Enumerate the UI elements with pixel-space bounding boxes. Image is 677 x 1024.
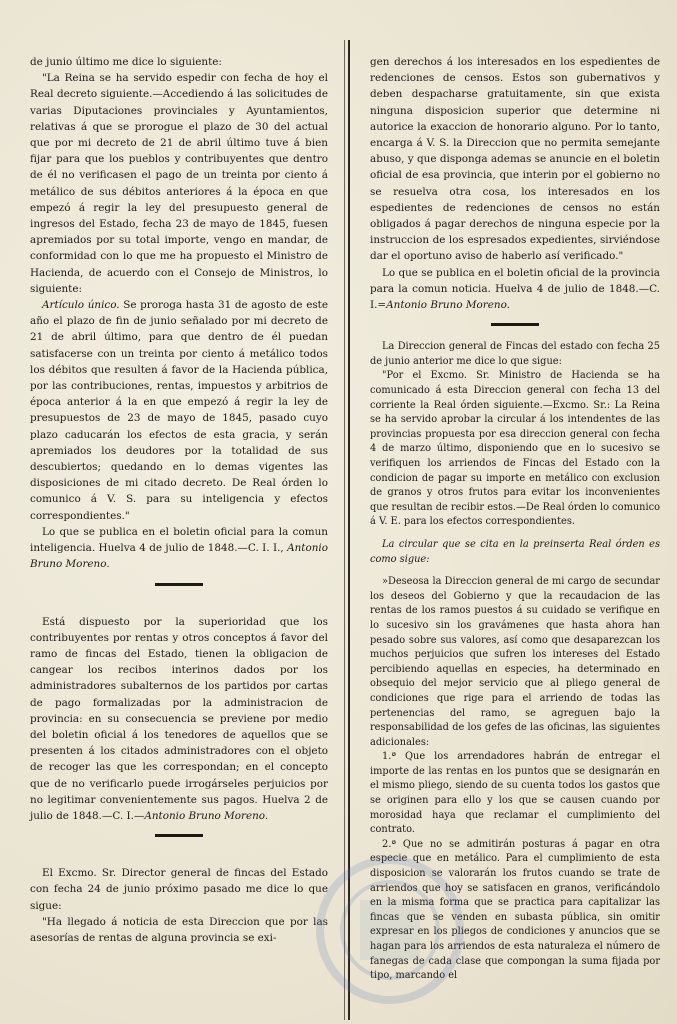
article-body: Se proroga hasta 31 de agosto de este año el plazo de fin de junio señalado por mi decreto de 21 de abril último, para que dentro de él puedan satisfacerse con un treinta por ciento á metálico todos los débitos que resulten á favor de la Hacienda pública, por las contribuciones, rentas, impuestos y arbitrios de época anterior á la en que empezó á regir la ley de presupuestos de 23 de mayo de 1845, pasado cuyo plazo caducarán los efectos de esta gracia, y serán apremiados los deudores por la totalidad de sus descubiertos; quedando en lo demas vigentes las disposiciones de mi citado decreto. De Real órden lo comunico á V. S. para su inteligencia y efectos correspondientes." — [30, 299, 329, 522]
right-column — [370, 54, 660, 984]
left-column — [30, 54, 328, 946]
signature-name: Antonio Bruno Moreno. — [386, 299, 510, 312]
spacer — [30, 600, 328, 614]
spacer — [370, 567, 660, 575]
circular-heading-text: La circular que se cita en la preinserta Real órden es como sigue: — [370, 538, 660, 565]
left-publication-note — [30, 524, 328, 573]
section-separator — [155, 834, 203, 837]
left-asesorias-text: "Ha llegado á noticia de esta Direccion que por las asesorías de rentas de alguna provincia se exi- — [30, 915, 328, 944]
left-article-paragraph — [30, 297, 328, 524]
left-paragraph-1: de junio último me dice lo siguiente: — [30, 56, 222, 68]
right-direccion-intro: La Direccion general de Fincas del estado con fecha 25 de junio anterior me dice lo que sigue: — [370, 341, 660, 367]
publication-note-text: Lo que se publica en el boletin oficial de la provincia para la comun noticia. Huelva 4 de julio de 1848.—C. I.= — [370, 266, 660, 312]
left-fincas-notice — [30, 614, 328, 825]
right-real-orden: "Por el Excmo. Sr. Ministro de Hacienda se ha comunicado á esta Direccion general con fecha 13 del corriente la Real órden siguiente.—Excmo. Sr.: La Reina se ha servido aprobar la circular á los intendentes de las provincias propuesta por esa direccion general con fecha 4 de marzo último, disponiendo que en lo sucesivo se verifiquen los arriendos de Fincas del Estado con la condicion de pagar su importe en metálico con exclusion de granos y otros frutos para evitar los inconvenientes que resultan de recibir estos.—De Real órden lo comunico á V. E. para los efectos correspondientes. — [370, 370, 660, 528]
right-circular-body: »Deseosa la Direccion general de mi cargo de secundar los deseos del Gobierno y que la recaudacion de las rentas de los ramos puestos á su cuidado se verifique en lo sucesivo sin los gravámenes que hasta ahora han pesado sobre sus valores, así como que desaparezcan los muchos perjuicios que sufren los intereses del Estado percibiendo aquellas en especies, ha determinado en obsequio del mejor servicio que al pliego general de condiciones que rige para el arriendo de todas las pertenencias del ramo, se agreguen bajo la responsabilidad de los gefes de las oficinas, las siguientes adicionales: — [370, 576, 660, 748]
right-condition-2: 2.ª Que no se admitirán posturas á pagar en otra especie que en metálico. Para el cumplimiento de esta disposicion se valorarán los frutos cuando se trate de arriendos que hoy se satisfacen en granos, verificándolo en la misma forma que se practica para capitalizar las fincas que se venden en subasta pública, sin omitir expresar en los pliegos de condiciones y anuncios que se hagan para los arriendos de esta naturaleza el número de fanegas de cada clase que compongan la suma fijada por tipo, marcando el — [370, 838, 660, 982]
spacer — [30, 851, 328, 865]
right-condition-1: 1.ª Que los arrendadores habrán de entregar el importe de las rentas en los puntos que se designarán en el mismo pliego, siendo de su cuenta todos los gastos que se originen para ello y los que se causen cuando por morosidad haya que reclamar el cumplimiento del contrato. — [370, 751, 660, 836]
publication-note-text: Lo que se publica en el boletin oficial para la comun inteligencia. Huelva 4 de julio de 1848.—C. I. I., — [30, 525, 328, 555]
spacer — [370, 530, 660, 538]
section-separator — [155, 583, 203, 586]
left-decree-text: "La Reina se ha servido espedir con fecha de hoy el Real decreto siguiente.—Accediendo á las solicitudes de varias Diputaciones provinciales y Ayuntamientos, relativas á que se prorogue el plazo de 30 del actual que por mi decreto de 21 de abril último tuve á bien fijar para que los pueblos y contribuyentes que dentro de él no verificasen el pago de un treinta por ciento á metálico de sus débitos anteriores á la época en que empezó á regir la ley del presupuesto general de ingresos del Estado, fecha 23 de mayo de 1845, fuesen apremiados por su total importe, vengo en mandar, de conformidad con lo que me ha propuesto el Ministro de Hacienda, de acuerdo con el Consejo de Ministros, lo siguiente: — [30, 72, 328, 295]
right-circular-heading — [370, 538, 660, 567]
fincas-notice-text: Está dispuesto por la superioridad que los contribuyentes por rentas y otros conceptos á favor del ramo de fincas del Estado, tienen la obligacion de cangear los recibos interinos dados por los administradores subalternos de los partidos por cartas de pago formalizadas por la administracion de provincia: en su consecuencia se previene por medio del boletin oficial á los tenedores de aquellos que se presenten á los citados administradores con el objeto de recoger las que les correspondan; en el concepto que de no verificarlo puede irrogárseles perjuicios por no legitimar convenientemente sus pagos. Huelva 2 de julio de 1848.—C. I.— — [30, 615, 328, 822]
section-separator — [491, 323, 539, 326]
right-publication-note — [370, 265, 660, 314]
left-director-intro: El Excmo. Sr. Director general de fincas del Estado con fecha 24 de junio próximo pasado me dice lo que sigue: — [30, 867, 328, 912]
signature-name: Antonio Bruno Moreno. — [144, 809, 269, 822]
article-heading: Artículo único. — [42, 299, 120, 312]
signature-name: Antonio Bruno Moreno. — [30, 542, 328, 571]
column-divider — [348, 40, 350, 1020]
right-paragraph-1: gen derechos á los interesados en los espedientes de redenciones de censos. Estos son gubernativos y deben despacharse gratuitamente, sin que exista ninguna disposicion superior que determine ni autorice la exaccion de honorario alguno. Por lo tanto, encarga á V. S. la Direccion que no permita semejante abuso, y que disponga ademas se anuncie en el boletin oficial de esa provincia, que interin por el gobierno no se resuelva otra cosa, los interesados en los espedientes de redenciones de censos no están obligados á pagar derechos de ninguna especie por la instruccion de los espresados expedientes, sirviéndose dar el oportuno aviso de haberlo así verificado." — [370, 56, 660, 263]
column-divider-thin — [344, 40, 345, 1020]
